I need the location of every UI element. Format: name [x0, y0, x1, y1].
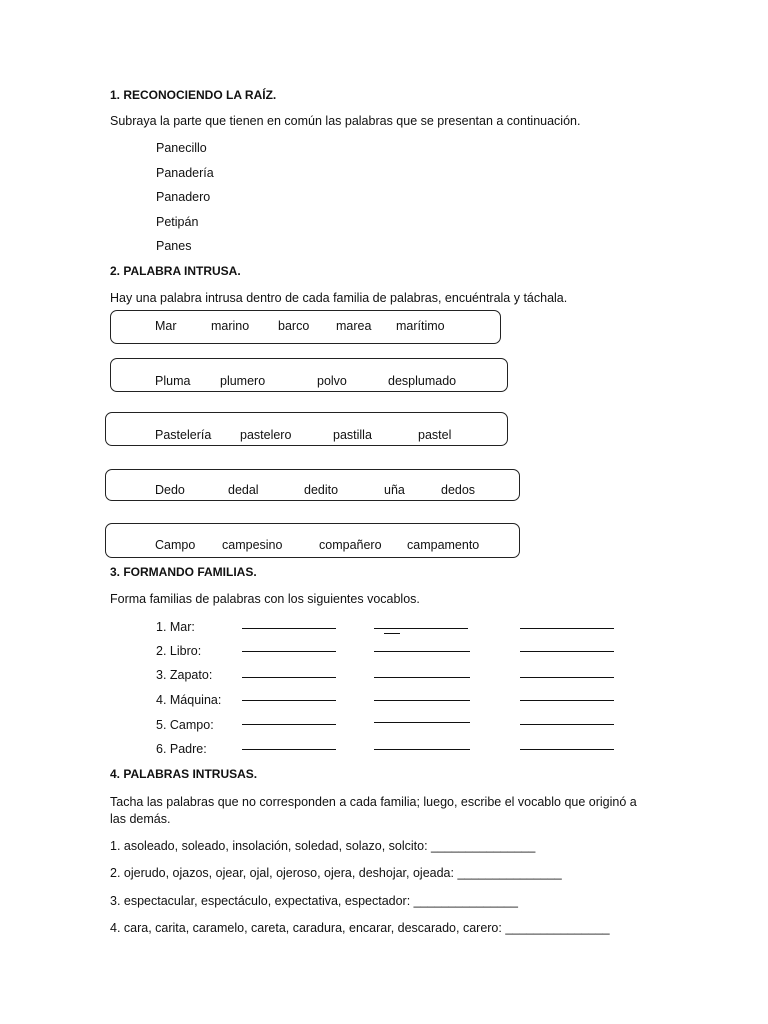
answer-line[interactable] [242, 724, 336, 725]
family-word: dedito [304, 483, 339, 497]
section-1-instruction: Subraya la parte que tienen en común las palabras que se presentan a continuación. [110, 114, 581, 128]
vocable-label: 3. Zapato: [156, 668, 213, 682]
answer-line[interactable] [520, 724, 614, 725]
root-word: Panes [156, 239, 192, 253]
answer-line[interactable] [374, 722, 470, 723]
root-word: Panecillo [156, 141, 207, 155]
family-word: pastel [418, 428, 452, 442]
answer-line[interactable] [520, 628, 614, 629]
answer-line[interactable] [520, 700, 614, 701]
answer-line[interactable] [374, 700, 470, 701]
family-word: campesino [222, 538, 283, 552]
answer-line[interactable] [242, 677, 336, 678]
family-word: marea [336, 319, 372, 333]
section-2-instruction: Hay una palabra intrusa dentro de cada familia de palabras, encuéntrala y táchala. [110, 291, 568, 305]
section-2-title: 2. PALABRA INTRUSA. [110, 264, 241, 278]
word-family-box [105, 412, 508, 446]
family-word: marítimo [396, 319, 445, 333]
vocable-label: 5. Campo: [156, 718, 214, 732]
family-word: barco [278, 319, 310, 333]
family-word: plumero [220, 374, 266, 388]
family-word: dedos [441, 483, 476, 497]
family-word: polvo [317, 374, 347, 388]
family-word: marino [211, 319, 250, 333]
family-word: campamento [407, 538, 480, 552]
vocable-label: 1. Mar: [156, 620, 195, 634]
word-family-box [105, 469, 520, 501]
exercise-item: 1. asoleado, soleado, insolación, soledad, solazo, solcito: _______________ [110, 839, 536, 853]
answer-line[interactable] [374, 651, 470, 652]
vocable-label: 2. Libro: [156, 644, 202, 658]
family-word: desplumado [388, 374, 457, 388]
root-word: Petipán [156, 215, 199, 229]
section-4-instruction: Tacha las palabras que no corresponden a cada familia; luego, escribe el vocablo que originó a las demás. [110, 795, 637, 826]
family-word: dedal [228, 483, 259, 497]
root-word: Panadero [156, 190, 211, 204]
answer-line[interactable] [520, 677, 614, 678]
word-family-box [110, 310, 501, 344]
root-word: Panadería [156, 166, 214, 180]
answer-line[interactable] [374, 628, 468, 629]
answer-line[interactable] [242, 651, 336, 652]
answer-line[interactable] [242, 700, 336, 701]
answer-line-mark [384, 633, 400, 634]
section-3-title: 3. FORMANDO FAMILIAS. [110, 565, 257, 579]
answer-line[interactable] [242, 628, 336, 629]
word-family-box [105, 523, 520, 558]
section-1-title: 1. RECONOCIENDO LA RAÍZ. [110, 88, 277, 102]
family-word: Pastelería [155, 428, 212, 442]
family-word: compañero [319, 538, 382, 552]
answer-line[interactable] [242, 749, 336, 750]
family-word: pastilla [333, 428, 372, 442]
exercise-item: 2. ojerudo, ojazos, ojear, ojal, ojeroso, ojera, deshojar, ojeada: _______________ [110, 866, 562, 880]
answer-line[interactable] [374, 749, 470, 750]
family-word: Campo [155, 538, 196, 552]
family-word: pastelero [240, 428, 292, 442]
family-word: uña [384, 483, 405, 497]
section-4-title: 4. PALABRAS INTRUSAS. [110, 767, 258, 781]
vocable-label: 6. Padre: [156, 742, 207, 756]
word-family-box [110, 358, 508, 392]
answer-line[interactable] [374, 677, 470, 678]
section-3-instruction: Forma familias de palabras con los siguientes vocablos. [110, 592, 420, 606]
family-word: Dedo [155, 483, 185, 497]
answer-line[interactable] [520, 749, 614, 750]
family-word: Mar [155, 319, 177, 333]
answer-line[interactable] [520, 651, 614, 652]
family-word: Pluma [155, 374, 191, 388]
exercise-item: 4. cara, carita, caramelo, careta, caradura, encarar, descarado, carero: _______________ [110, 921, 610, 935]
vocable-label: 4. Máquina: [156, 693, 222, 707]
exercise-item: 3. espectacular, espectáculo, expectativa, espectador: _______________ [110, 894, 518, 908]
